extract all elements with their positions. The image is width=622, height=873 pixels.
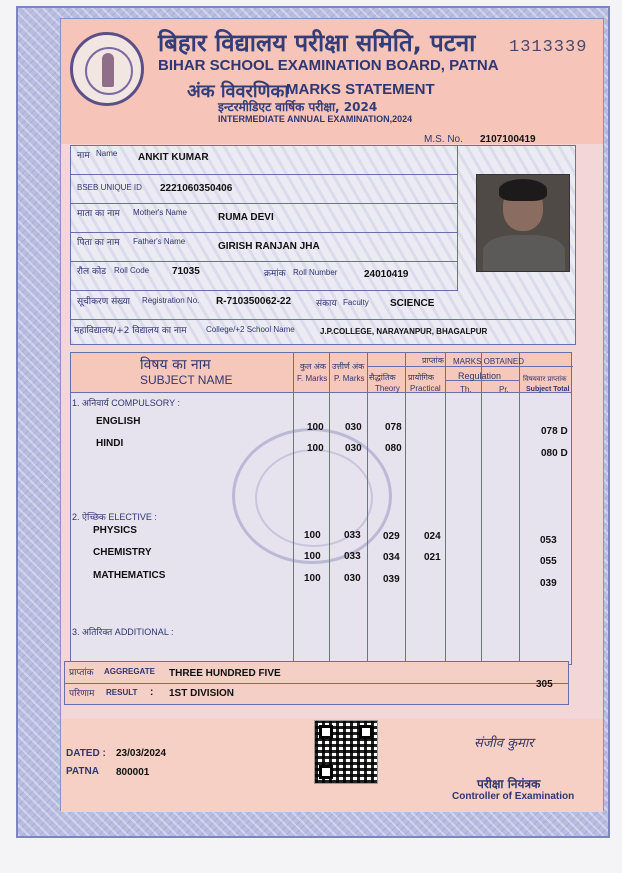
pass-marks: 030 (345, 422, 362, 433)
theory-marks: 034 (383, 552, 400, 563)
subject-total-header: Subject Total (526, 386, 570, 393)
regulation-th-header: Th. (460, 385, 472, 394)
college-label-hindi: महाविद्यालय/+2 विद्यालय का नाम (74, 326, 187, 336)
reg-label: Registration No. (142, 296, 200, 305)
serial-number: 1313339 (509, 38, 588, 57)
father-label-hindi: पिता का नाम (77, 238, 120, 248)
full-marks: 100 (307, 422, 324, 433)
subject-header: SUBJECT NAME (140, 373, 233, 387)
board-name-hindi: बिहार विद्यालय परीक्षा समिति, पटना (158, 29, 476, 57)
exam-name-hindi: इन्टरमीडिएट वार्षिक परीक्षा, 2024 (218, 100, 378, 114)
theory-header-hindi: सैद्धांतिक (369, 373, 396, 382)
pass-marks: 030 (345, 443, 362, 454)
mother-name: RUMA DEVI (218, 212, 274, 223)
subject-total: 053 (540, 535, 557, 546)
rollcode-label: Roll Code (114, 266, 150, 275)
practical-marks: 021 (424, 552, 441, 563)
mother-label: Mother's Name (133, 208, 187, 217)
father-name: GIRISH RANJAN JHA (218, 241, 320, 252)
pass-marks: 033 (344, 551, 361, 562)
additional-section-label: 3. अतिरिक्त ADDITIONAL : (72, 627, 174, 637)
ms-no-value: 2107100419 (480, 134, 536, 145)
subject-total: 080 D (541, 448, 568, 459)
dated-label: DATED : (66, 748, 106, 759)
subject-total: 039 (540, 578, 557, 589)
full-marks: 100 (304, 573, 321, 584)
theory-header: Theory (375, 384, 400, 393)
subject-total: 078 D (541, 426, 568, 437)
exam-name-english: INTERMEDIATE ANNUAL EXAMINATION,2024 (218, 114, 413, 124)
aggregate-label: AGGREGATE (104, 667, 155, 676)
practical-marks: 024 (424, 531, 441, 542)
aggregate-label-hindi: प्राप्तांक (69, 668, 94, 678)
elective-section-label: 2. ऐच्छिक ELECTIVE : (72, 512, 157, 522)
college-value: J.P.COLLEGE, NARAYANPUR, BHAGALPUR (320, 327, 488, 336)
compulsory-section-label: 1. अनिवार्य COMPULSORY : (72, 398, 180, 408)
practical-header: Practical (410, 384, 441, 393)
theory-marks: 078 (385, 422, 402, 433)
student-photo (476, 174, 570, 272)
statement-title-english: MARKS STATEMENT (286, 81, 435, 98)
theory-marks: 080 (385, 443, 402, 454)
practical-header-hindi: प्रायोगिक (408, 373, 435, 382)
reg-value: R-710350062-22 (216, 296, 292, 307)
obtained-header-hindi: प्राप्तांक (422, 356, 444, 365)
result-label: RESULT (106, 688, 138, 697)
student-name: ANKIT KUMAR (138, 152, 209, 163)
name-label: Name (96, 149, 118, 158)
dated-value: 23/03/2024 (116, 748, 167, 759)
regulation-pr-header: Pr. (499, 385, 509, 394)
board-name-english: BIHAR SCHOOL EXAMINATION BOARD, PATNA (158, 57, 499, 74)
controller-title-hindi: परीक्षा नियंत्रक (477, 777, 541, 791)
fmarks-header-hindi: कुल अंक (300, 362, 327, 371)
pmarks-header: P. Marks (334, 374, 365, 383)
reg-label-hindi: सूचीकरण संख्या (77, 297, 130, 307)
father-label: Father's Name (133, 237, 186, 246)
subject-name: ENGLISH (96, 416, 141, 427)
pass-marks: 030 (344, 573, 361, 584)
rollcode-value: 71035 (172, 266, 200, 277)
faculty-label: Faculty (343, 298, 369, 307)
aggregate-total: 305 (536, 679, 553, 690)
qr-code-icon (314, 720, 378, 784)
aggregate-words: THREE HUNDRED FIVE (169, 668, 281, 679)
regulation-header: Regulation (458, 371, 502, 381)
subject-header-hindi: विषय का नाम (140, 357, 211, 373)
full-marks: 100 (304, 530, 321, 541)
uid-label: BSEB UNIQUE ID (77, 183, 142, 192)
subject-name: CHEMISTRY (93, 547, 152, 558)
result-colon: : (150, 687, 154, 698)
obtained-header: MARKS OBTAINED (453, 357, 524, 366)
result-value: 1ST DIVISION (169, 688, 235, 699)
board-emblem-icon (70, 32, 144, 106)
pmarks-header-hindi: उत्तीर्ण अंक (332, 362, 365, 371)
name-label-hindi: नाम (77, 151, 90, 161)
college-label: College/+2 School Name (206, 325, 295, 334)
rollcode-label-hindi: रौल कोड (77, 267, 107, 277)
rollno-label: Roll Number (293, 268, 338, 277)
controller-title: Controller of Examination (452, 791, 575, 802)
theory-marks: 039 (383, 574, 400, 585)
faculty-value: SCIENCE (390, 298, 435, 309)
theory-marks: 029 (383, 531, 400, 542)
rollno-value: 24010419 (364, 269, 409, 280)
place-code: 800001 (116, 767, 150, 778)
name-row (71, 146, 457, 175)
ms-no-label: M.S. No. (424, 134, 463, 145)
subject-name: HINDI (96, 438, 124, 449)
uid-value: 22210603504​06 (160, 183, 233, 194)
photo-divider (457, 146, 458, 291)
full-marks: 100 (304, 551, 321, 562)
mother-label-hindi: माता का नाम (77, 209, 120, 219)
result-label-hindi: परिणाम (69, 689, 95, 699)
place-label: PATNA (66, 766, 99, 777)
subject-total-header-hindi: विषयवार प्राप्तांक (523, 376, 567, 383)
faculty-label-hindi: संकाय (316, 299, 337, 309)
full-marks: 100 (307, 443, 324, 454)
fmarks-header: F. Marks (297, 374, 328, 383)
controller-signature: संजीव कुमार (474, 736, 534, 751)
statement-title-hindi: अंक विवरणिका (187, 81, 290, 102)
subject-name: MATHEMATICS (93, 570, 166, 581)
rollno-label-hindi: क्रमांक (264, 269, 286, 279)
pass-marks: 033 (344, 530, 361, 541)
subject-total: 055 (540, 556, 557, 567)
subject-name: PHYSICS (93, 525, 137, 536)
